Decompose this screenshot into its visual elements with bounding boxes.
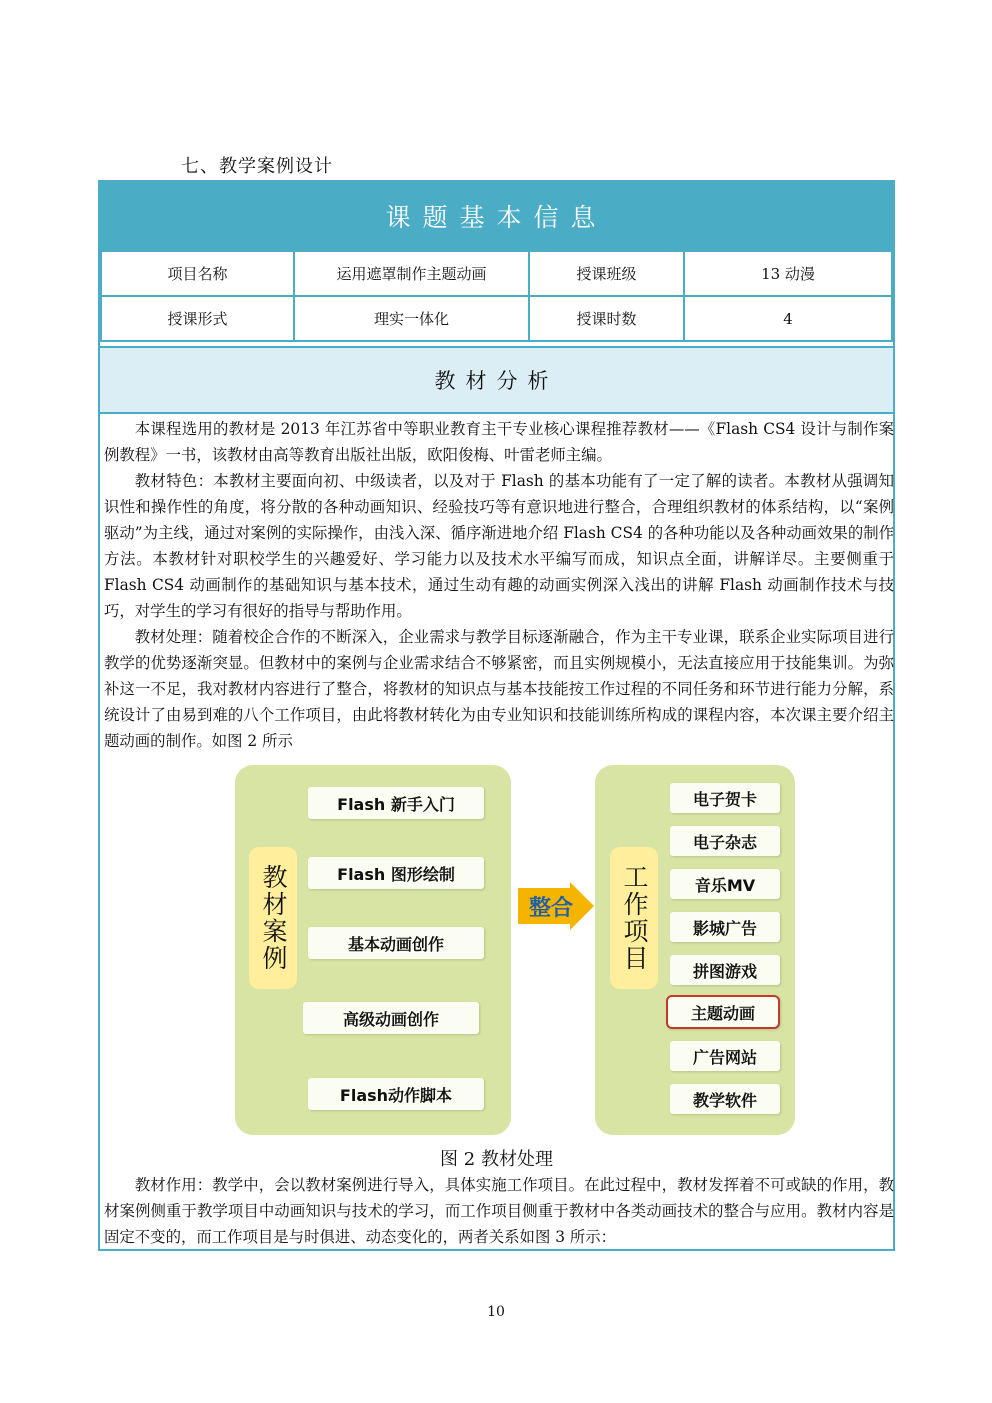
- right-item: 音乐MV: [670, 869, 780, 899]
- page-number: 10: [487, 1304, 505, 1320]
- usage-text: [104, 1172, 894, 1250]
- value-hours: 4: [684, 296, 892, 341]
- left-item: Flash 新手入门: [308, 787, 484, 819]
- banner-textbook-analysis: 教材分析: [100, 346, 893, 414]
- textbook-processing-diagram: [100, 765, 893, 1141]
- left-item: 高级动画创作: [303, 1002, 479, 1034]
- label-class: 授课班级: [529, 251, 684, 296]
- label-project-name: 项目名称: [101, 251, 294, 296]
- right-item: 电子贺卡: [670, 783, 780, 813]
- paragraph-textbook-choice: 本课程选用的教材是 2013 年江苏省中等职业教育主干专业核心课程推荐教材——《Flash CS4 设计与制作案例教程》一书，该教材由高等教育出版社出版，欧阳俊梅、叶雷老师主编。: [104, 420, 894, 464]
- merge-arrow-label: 整合: [528, 895, 573, 921]
- analysis-text: [104, 416, 894, 754]
- course-info-table: [100, 250, 893, 342]
- banner-course-info: 课题基本信息: [100, 182, 893, 250]
- right-item: 广告网站: [670, 1041, 780, 1071]
- label-teaching-form: 授课形式: [101, 296, 294, 341]
- right-item: 影城广告: [670, 912, 780, 942]
- right-item-highlighted: 主题动画: [666, 995, 780, 1029]
- value-project-name: 运用遮罩制作主题动画: [294, 251, 529, 296]
- table-row: [101, 296, 892, 341]
- paragraph-textbook-processing: 教材处理：随着校企合作的不断深入，企业需求与教学目标逐渐融合，作为主干专业课，联系企业实际项目进行教学的优势逐渐突显。但教材中的案例与企业需求结合不够紧密，而且实例规模小，无法直接应用于技能集训。为弥补这一不足，我对教材内容进行了整合，将教材的知识点与基本技能按工作过程的不同任务和环节进行能力分解，系统设计了由易到难的八个工作项目，由此将教材转化为由专业知识和技能训练所构成的课程内容，本次课主要介绍主题动画的制作。如图 2 所示: [104, 628, 894, 750]
- left-item: Flash 图形绘制: [308, 857, 484, 889]
- section-heading: 七、教学案例设计: [181, 156, 333, 177]
- left-item: 基本动画创作: [308, 927, 484, 959]
- right-item: 拼图游戏: [670, 955, 780, 985]
- value-class: 13 动漫: [684, 251, 892, 296]
- case-design-table: [98, 180, 895, 1251]
- paragraph-textbook-usage: 教材作用：教学中，会以教材案例进行导入，具体实施工作项目。在此过程中，教材发挥着不可或缺的作用，教材案例侧重于教学项目中动画知识与技术的学习，而工作项目侧重于教材中各类动画技术的整合与应用。教材内容是固定不变的，而工作项目是与时俱进、动态变化的，两者关系如图 3 所示：: [104, 1176, 894, 1246]
- value-teaching-form: 理实一体化: [294, 296, 529, 341]
- figure-caption: 图 2 教材处理: [440, 1149, 553, 1170]
- right-item: 教学软件: [670, 1084, 780, 1114]
- label-hours: 授课时数: [529, 296, 684, 341]
- left-item: Flash动作脚本: [308, 1078, 484, 1110]
- paragraph-textbook-features: 教材特色：本教材主要面向初、中级读者，以及对于 Flash 的基本功能有了一定了解的读者。本教材从强调知识性和操作性的角度，将分散的各种动画知识、经验技巧等有意识地进行整合，合理组织教材的体系结构，以“案例驱动”为主线，通过对案例的实际操作，由浅入深、循序渐进地介绍 Flash CS4 的各种功能以及各种动画效果的制作方法。本教材针对职校学生的兴趣爱好、学习能力以及技术水平编写而成，知识点全面，讲解详尽。主要侧重于 Flash CS4 动画制作的基础知识与基本技术，通过生动有趣的动画实例深入浅出的讲解 Flash 动画制作技术与技巧，对学生的学习有很好的指导与帮助作用。: [104, 472, 894, 620]
- right-item: 电子杂志: [670, 826, 780, 856]
- right-panel-label: 工作项目: [610, 847, 658, 989]
- left-panel-label: 教材案例: [249, 847, 297, 989]
- table-row: [101, 251, 892, 296]
